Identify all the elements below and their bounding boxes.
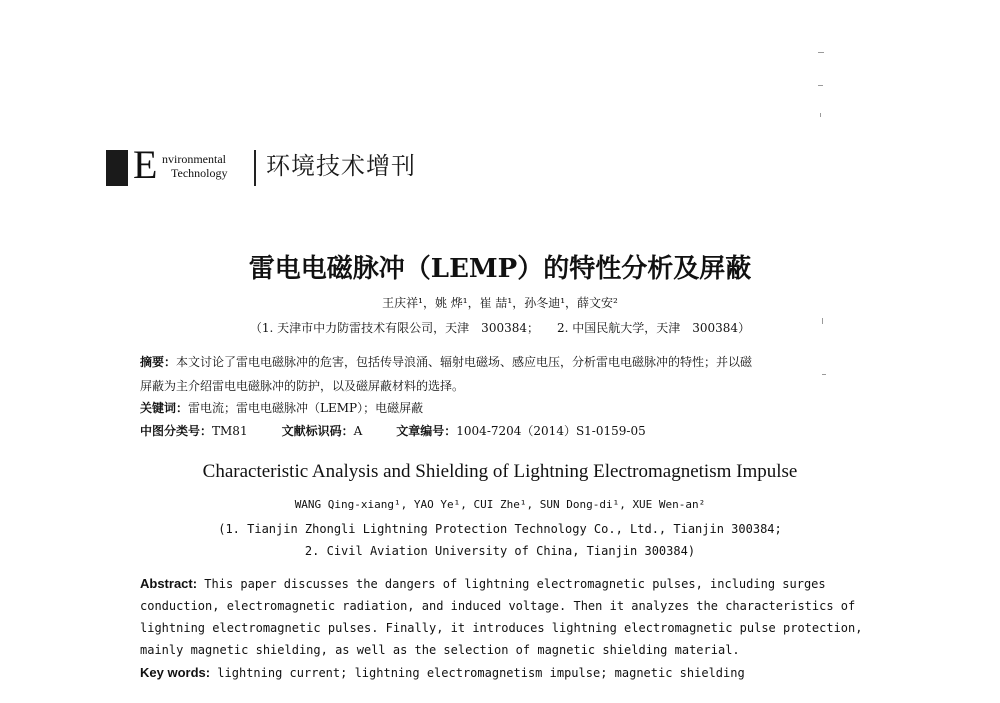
doc-code-value: A <box>353 424 363 438</box>
article-number-value: 1004-7204（2014）S1-0159-05 <box>456 424 646 438</box>
abstract-en-line1 <box>140 576 840 592</box>
classification-line <box>140 423 840 439</box>
clc-value: TM81 <box>212 424 248 438</box>
authors-cn: 王庆祥¹，姚 烨¹，崔 喆¹，孙冬迪¹，薛文安² <box>382 296 618 310</box>
keywords-en <box>140 665 840 681</box>
keywords-cn-text: 雷电流；雷电电磁脉冲（LEMP）；电磁屏蔽 <box>188 401 424 415</box>
keywords-en-label: Key words: <box>140 665 211 680</box>
scan-speck <box>822 374 826 375</box>
journal-logo-initial: E <box>133 142 158 187</box>
affiliation-en-line1: (1. Tianjin Zhongli Lightning Protection Technology Co., Ltd., Tianjin 300384; <box>218 522 782 536</box>
authors-en: WANG Qing-xiang¹, YAO Ye¹, CUI Zhe¹, SUN Dong-di¹, XUE Wen-an² <box>294 498 706 511</box>
abstract-cn-line2 <box>140 378 840 394</box>
journal-separator <box>254 150 256 186</box>
scan-speck <box>822 318 823 324</box>
abstract-en-line4: mainly magnetic shielding, as well as the selection of magnetic shielding material. <box>140 643 740 657</box>
abstract-en-label: Abstract: <box>140 576 198 591</box>
abstract-cn-label: 摘要： <box>140 355 177 369</box>
journal-logo-word1: nvironmental <box>162 152 226 166</box>
doc-code-label: 文献标识码： <box>281 424 354 438</box>
keywords-cn <box>140 400 840 416</box>
paper-title-cn: 雷电电磁脉冲（LEMP）的特性分析及屏蔽 <box>248 254 752 284</box>
article-number-label: 文章编号： <box>396 424 457 438</box>
abstract-en-line2: conduction, electromagnetic radiation, and induced voltage. Then it analyzes the characteristics of <box>140 599 856 613</box>
abstract-cn-line1 <box>140 354 840 370</box>
abstract-cn-text2: 屏蔽为主介绍雷电电磁脉冲的防护，以及磁屏蔽材料的选择。 <box>140 379 465 393</box>
keywords-cn-label: 关键词： <box>140 401 189 415</box>
paper-title-en: Characteristic Analysis and Shielding of Lightning Electromagnetism Impulse <box>202 461 798 482</box>
scan-speck <box>818 85 823 86</box>
scan-speck <box>818 52 824 53</box>
journal-logo-bar <box>106 150 128 186</box>
scan-speck <box>820 113 821 117</box>
affiliation-cn: （1. 天津市中力防雷技术有限公司，天津 300384； 2. 中国民航大学，天津 300384） <box>249 321 751 335</box>
journal-title: 环境技术增刊 <box>266 152 416 180</box>
abstract-en-text1: This paper discusses the dangers of lightning electromagnetic pulses, including surges <box>197 577 826 591</box>
journal-logo-word2: Technology <box>171 166 228 180</box>
keywords-en-text: lightning current; lightning electromagnetism impulse; magnetic shielding <box>210 666 745 680</box>
affiliation-en-line2: 2. Civil Aviation University of China, Tianjin 300384) <box>304 544 696 558</box>
abstract-cn-text1: 本文讨论了雷电电磁脉冲的危害，包括传导浪涌、辐射电磁场、感应电压，分析雷电电磁脉冲的特性；并以磁 <box>176 355 753 369</box>
abstract-en-line3: lightning electromagnetic pulses. Finally, it introduces lightning electromagnetic pulse protection, <box>140 621 863 635</box>
clc-label: 中图分类号： <box>140 424 213 438</box>
